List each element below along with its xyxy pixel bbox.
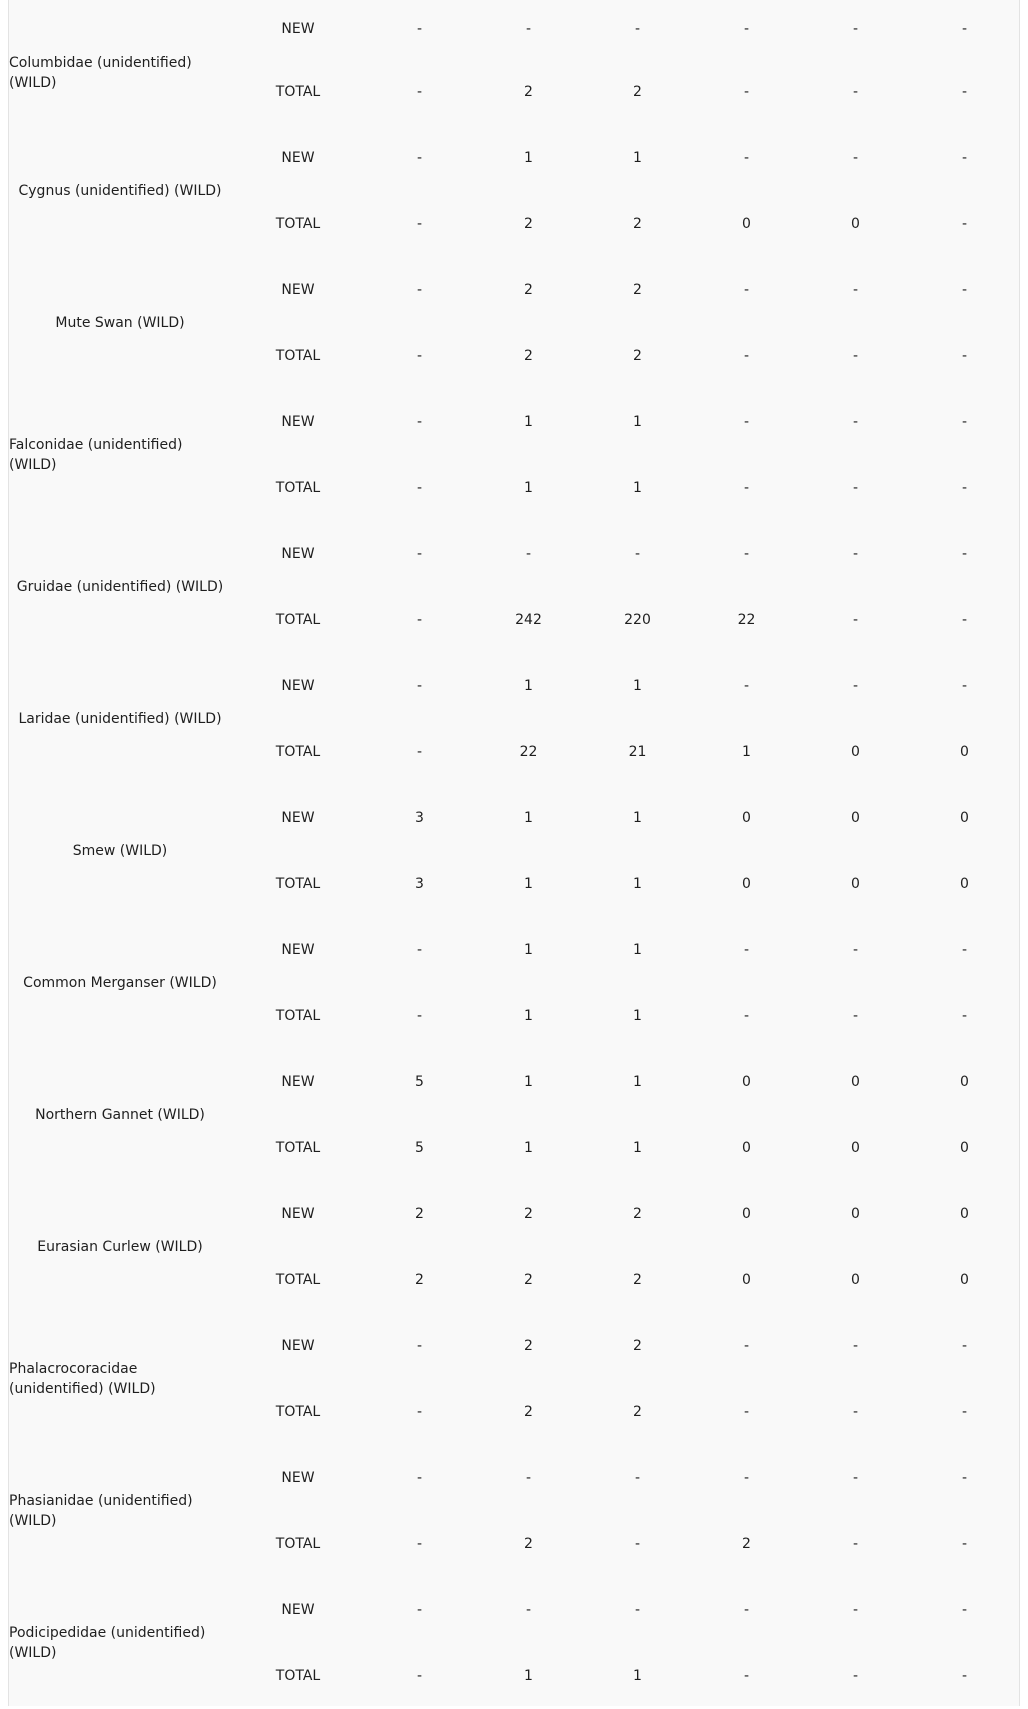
species-name: Phasianidae (unidentified) (WILD) <box>9 1493 193 1529</box>
table-row-new <box>9 1577 1019 1643</box>
table-cell: - <box>961 612 968 628</box>
table-cell: 0 <box>851 216 860 232</box>
table-cell: - <box>416 1008 423 1024</box>
table-cell: - <box>743 1338 750 1354</box>
table-cell: 2 <box>524 1404 533 1420</box>
table-cell: - <box>416 1470 423 1486</box>
table-cell: 1 <box>633 678 642 694</box>
table-cell: - <box>961 216 968 232</box>
table-cell: - <box>961 1668 968 1684</box>
table-cell: 1 <box>633 480 642 496</box>
table-cell: - <box>852 1602 859 1618</box>
table-cell: - <box>416 546 423 562</box>
table-cell: - <box>743 942 750 958</box>
table-cell: 1 <box>742 744 751 760</box>
table-cell: 2 <box>742 1536 751 1552</box>
table-cell: - <box>852 612 859 628</box>
table-row-new <box>9 917 1019 983</box>
table-cell: 1 <box>633 414 642 430</box>
table-row-new <box>9 0 1019 59</box>
table-row-new <box>9 1445 1019 1511</box>
table-cell: 2 <box>633 1404 642 1420</box>
table-cell: 1 <box>633 150 642 166</box>
row-type-new-label: NEW <box>281 678 315 694</box>
table-cell: 1 <box>524 1140 533 1156</box>
row-type-total-label: TOTAL <box>275 1008 321 1024</box>
table-cell: - <box>634 21 641 37</box>
table-cell: - <box>743 150 750 166</box>
table-cell: - <box>961 414 968 430</box>
table-cell: 1 <box>524 1008 533 1024</box>
row-type-total-label: TOTAL <box>275 480 321 496</box>
table-cell: 0 <box>851 1074 860 1090</box>
species-name: Falconidae (unidentified) (WILD) <box>9 437 183 473</box>
table-cell: - <box>743 1470 750 1486</box>
table-cell: - <box>961 21 968 37</box>
row-type-total-label: TOTAL <box>275 1140 321 1156</box>
table-cell: - <box>743 84 750 100</box>
table-cell: 3 <box>415 810 424 826</box>
table-cell: 1 <box>524 1074 533 1090</box>
table-cell: - <box>416 150 423 166</box>
table-cell: 0 <box>960 810 969 826</box>
table-cell: 2 <box>633 216 642 232</box>
table-cell: - <box>743 282 750 298</box>
row-type-total-label: TOTAL <box>275 1536 321 1552</box>
table-cell: 1 <box>633 942 642 958</box>
table-cell: - <box>416 282 423 298</box>
table-cell: - <box>961 150 968 166</box>
table-cell: 2 <box>524 216 533 232</box>
table-cell: 0 <box>851 1206 860 1222</box>
table-cell: - <box>961 1602 968 1618</box>
species-name: Gruidae (unidentified) (WILD) <box>16 579 224 595</box>
row-type-new-label: NEW <box>281 1602 315 1618</box>
table-cell: 2 <box>633 84 642 100</box>
table-cell: - <box>852 1470 859 1486</box>
species-name: Common Merganser (WILD) <box>23 975 217 991</box>
table-cell: 5 <box>415 1074 424 1090</box>
table-cell: - <box>416 414 423 430</box>
row-type-total-label: TOTAL <box>275 1272 321 1288</box>
table-cell: 1 <box>524 942 533 958</box>
table-cell: - <box>852 942 859 958</box>
table-cell: - <box>852 84 859 100</box>
table-row-new <box>9 257 1019 323</box>
species-name: Podicipedidae (unidentified) (WILD) <box>9 1625 206 1661</box>
species-name: Smew (WILD) <box>72 843 168 859</box>
table-cell: - <box>852 1536 859 1552</box>
table-cell: 1 <box>524 876 533 892</box>
table-cell: 242 <box>515 612 542 628</box>
table-cell: - <box>743 678 750 694</box>
table-cell: 22 <box>737 612 756 628</box>
table-cell: - <box>416 744 423 760</box>
table-cell: - <box>743 1008 750 1024</box>
table-cell: 2 <box>524 1536 533 1552</box>
species-name: Northern Gannet (WILD) <box>35 1107 205 1123</box>
table-cell: 0 <box>960 1272 969 1288</box>
table-cell: - <box>416 1668 423 1684</box>
table-cell: 2 <box>524 1206 533 1222</box>
table-cell: 0 <box>742 1074 751 1090</box>
table-cell: 2 <box>524 348 533 364</box>
table-cell: 2 <box>415 1272 424 1288</box>
table-cell: 0 <box>960 744 969 760</box>
table-cell: - <box>961 282 968 298</box>
species-name: Columbidae (unidentified) (WILD) <box>9 55 192 91</box>
table-cell: - <box>525 546 532 562</box>
species-outbreak-table <box>9 0 1019 1709</box>
table-cell: 1 <box>633 1140 642 1156</box>
row-type-new-label: NEW <box>281 1074 315 1090</box>
table-cell: 0 <box>960 1140 969 1156</box>
table-cell: 1 <box>633 1668 642 1684</box>
table-cell: - <box>852 1338 859 1354</box>
table-cell: - <box>852 21 859 37</box>
table-cell: - <box>416 942 423 958</box>
table-cell: - <box>961 1404 968 1420</box>
table-cell: 0 <box>742 216 751 232</box>
table-cell: - <box>743 348 750 364</box>
table-cell: - <box>743 1404 750 1420</box>
table-cell: 2 <box>633 1338 642 1354</box>
table-row-new <box>9 1313 1019 1379</box>
row-type-new-label: NEW <box>281 21 315 37</box>
row-type-new-label: NEW <box>281 1470 315 1486</box>
table-cell: - <box>634 1602 641 1618</box>
table-cell: 1 <box>524 150 533 166</box>
table-row-new <box>9 125 1019 191</box>
table-cell: 1 <box>633 810 642 826</box>
table-cell: 2 <box>633 282 642 298</box>
table-cell: - <box>743 480 750 496</box>
table-cell: - <box>634 1470 641 1486</box>
table-cell: - <box>416 678 423 694</box>
table-cell: 1 <box>633 1074 642 1090</box>
table-cell: - <box>961 480 968 496</box>
table-cell: - <box>852 348 859 364</box>
table-cell: - <box>416 612 423 628</box>
species-name: Eurasian Curlew (WILD) <box>37 1239 203 1255</box>
table-cell: 0 <box>851 876 860 892</box>
species-name: Phalacrocoracidae (unidentified) (WILD) <box>9 1361 156 1397</box>
table-cell: - <box>852 1668 859 1684</box>
table-cell: - <box>634 1536 641 1552</box>
table-cell: - <box>852 480 859 496</box>
table-cell: - <box>743 1602 750 1618</box>
table-cell: 0 <box>851 1272 860 1288</box>
table-cell: 1 <box>524 1668 533 1684</box>
species-name: Cygnus (unidentified) (WILD) <box>18 183 222 199</box>
table-cell: - <box>852 282 859 298</box>
row-type-total-label: TOTAL <box>275 84 321 100</box>
row-type-new-label: NEW <box>281 1206 315 1222</box>
table-cell: - <box>416 348 423 364</box>
table-cell: - <box>961 1338 968 1354</box>
table-cell: - <box>852 678 859 694</box>
table-cell: - <box>416 1536 423 1552</box>
table-cell: - <box>852 150 859 166</box>
table-cell: 2 <box>415 1206 424 1222</box>
table-cell: - <box>961 1536 968 1552</box>
table-cell: - <box>416 84 423 100</box>
table-cell: 0 <box>960 876 969 892</box>
table-cell: 0 <box>742 876 751 892</box>
table-cell: 1 <box>524 810 533 826</box>
table-cell: - <box>961 84 968 100</box>
table-cell: 2 <box>524 282 533 298</box>
table-cell: - <box>416 1404 423 1420</box>
table-cell: - <box>961 546 968 562</box>
row-type-total-label: TOTAL <box>275 348 321 364</box>
table-row-new <box>9 1049 1019 1115</box>
table-row-new <box>9 653 1019 719</box>
table-cell: 2 <box>633 348 642 364</box>
table-cell: - <box>525 1470 532 1486</box>
row-type-total-label: TOTAL <box>275 612 321 628</box>
table-cell: 1 <box>633 1008 642 1024</box>
row-type-new-label: NEW <box>281 942 315 958</box>
table-cell: - <box>852 546 859 562</box>
table-cell: 5 <box>415 1140 424 1156</box>
table-cell: 2 <box>633 1272 642 1288</box>
row-type-new-label: NEW <box>281 282 315 298</box>
row-type-new-label: NEW <box>281 810 315 826</box>
table-cell: 0 <box>960 1074 969 1090</box>
table-cell: - <box>743 546 750 562</box>
table-body <box>9 0 1019 1709</box>
table-cell: 0 <box>960 1206 969 1222</box>
table-cell: 1 <box>524 480 533 496</box>
table-cell: - <box>961 348 968 364</box>
table-cell: - <box>416 21 423 37</box>
table-cell: - <box>416 1338 423 1354</box>
table-cell: - <box>634 546 641 562</box>
table-cell: - <box>416 216 423 232</box>
table-cell: 21 <box>628 744 647 760</box>
row-type-total-label: TOTAL <box>275 216 321 232</box>
table-cell: - <box>416 480 423 496</box>
table-cell: 0 <box>851 744 860 760</box>
table-cell: 22 <box>519 744 538 760</box>
table-panel <box>8 0 1020 1706</box>
table-cell: - <box>961 1008 968 1024</box>
table-cell: - <box>852 1404 859 1420</box>
table-cell: - <box>961 1470 968 1486</box>
table-cell: 0 <box>742 810 751 826</box>
table-cell: 2 <box>524 1338 533 1354</box>
table-cell: - <box>743 21 750 37</box>
row-type-total-label: TOTAL <box>275 744 321 760</box>
table-row-new <box>9 389 1019 455</box>
row-type-new-label: NEW <box>281 546 315 562</box>
row-type-new-label: NEW <box>281 414 315 430</box>
table-cell: 1 <box>633 876 642 892</box>
table-cell: 0 <box>851 1140 860 1156</box>
table-cell: 1 <box>524 414 533 430</box>
species-name: Mute Swan (WILD) <box>55 315 185 331</box>
table-cell: 2 <box>524 1272 533 1288</box>
table-row-new <box>9 1181 1019 1247</box>
table-cell: - <box>743 414 750 430</box>
species-name: Laridae (unidentified) (WILD) <box>18 711 222 727</box>
table-cell: - <box>961 942 968 958</box>
table-cell: - <box>416 1602 423 1618</box>
table-cell: 220 <box>624 612 651 628</box>
table-cell: - <box>743 1668 750 1684</box>
table-cell: 2 <box>633 1206 642 1222</box>
table-cell: 0 <box>742 1272 751 1288</box>
table-row-new <box>9 785 1019 851</box>
row-type-total-label: TOTAL <box>275 1404 321 1420</box>
table-cell: 0 <box>742 1140 751 1156</box>
table-cell: 2 <box>524 84 533 100</box>
table-cell: - <box>852 1008 859 1024</box>
row-type-total-label: TOTAL <box>275 1668 321 1684</box>
row-type-new-label: NEW <box>281 1338 315 1354</box>
table-cell: - <box>525 1602 532 1618</box>
table-cell: 0 <box>742 1206 751 1222</box>
row-type-total-label: TOTAL <box>275 876 321 892</box>
table-cell: - <box>961 678 968 694</box>
row-type-new-label: NEW <box>281 150 315 166</box>
table-row-new <box>9 521 1019 587</box>
table-cell: - <box>525 21 532 37</box>
table-cell: - <box>852 414 859 430</box>
table-cell: 0 <box>851 810 860 826</box>
table-cell: 1 <box>524 678 533 694</box>
table-cell: 3 <box>415 876 424 892</box>
